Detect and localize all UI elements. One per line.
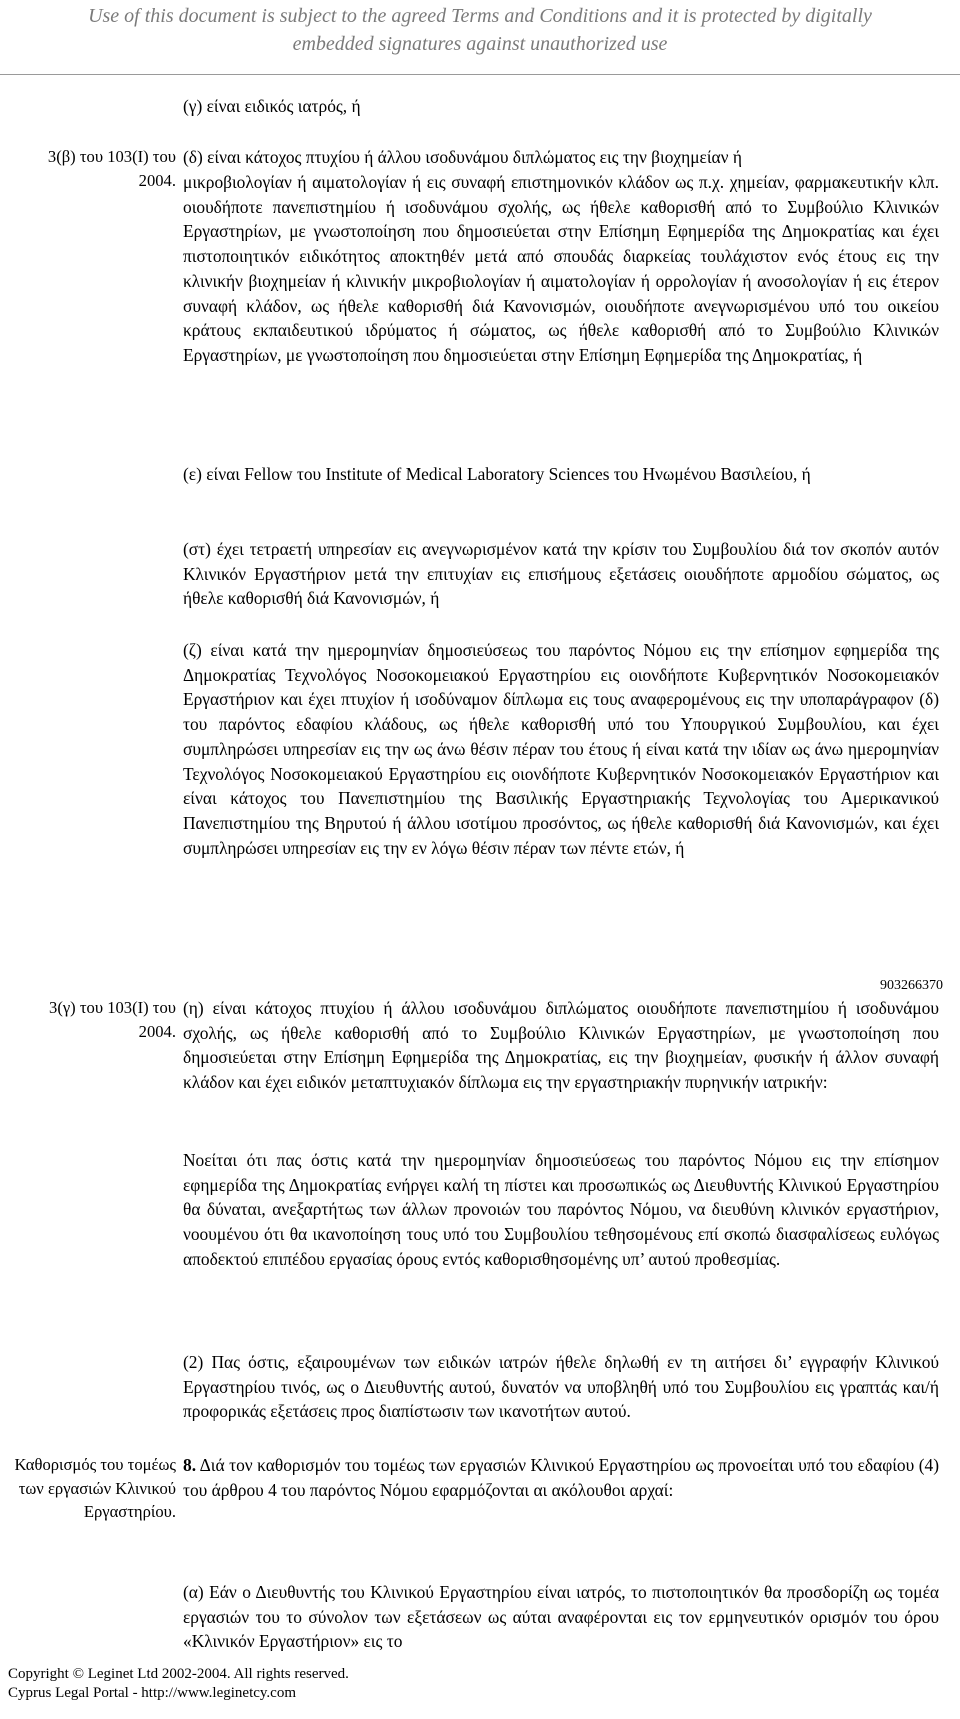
margin-note-section-8-heading: Καθορισμός του τομέως των εργασιών Κλινικού Εργαστηρίου.	[14, 1455, 176, 1521]
paragraph-gamma: (γ) είναι ειδικός ιατρός, ή	[183, 96, 361, 116]
paragraph-stigma: (στ) έχει τετραετή υπηρεσίαν εις ανεγνωρισμένον κατά την κρίσιν του Συμβουλίου διά τον σκοπόν αυτόν Κλινικόν Εργαστήριον μετά την επιτυχίαν εις επισήμους εξετάσεις οιουδήποτε αρμοδίου σώματος, ως ήθελε καθορισθή διά Κανονισμών, ή	[183, 539, 939, 609]
footer-copyright: Copyright © Leginet Ltd 2002-2004. All rights reserved.	[8, 1666, 349, 1682]
reference-number: 903266370	[880, 978, 943, 993]
section-8-text: Διά τον καθορισμόν του τομέως των εργασιών Κλινικού Εργαστηρίου ως προνοείται υπό του εδαφίου (4) του άρθρου 4 του παρόντος Νόμου εφαρμόζονται αι ακόλουθοι αρχαί:	[183, 1455, 940, 1500]
margin-note-amendment-3b: 3(β) του 103(Ι) του 2004.	[47, 147, 176, 190]
section-8-number: 8.	[183, 1455, 197, 1475]
paragraph-subsection-2: (2) Πας όστις, εξαιρουμένων των ειδικών ιατρών ήθελε δηλωθή εν τη αιτήσει δι’ εγγραφήν Κλινικού Εργαστηρίου τινός, ως ο Διευθυντής αυτού, δυνατόν να υποβληθή υπό του Συμβουλίου εις γραπτάς και/ή προφορικάς εξετάσεις προς διαπίστωσιν των ικανοτήτων αυτού.	[183, 1352, 939, 1422]
header-notice-line-2: embedded signatures against unauthorized use	[292, 33, 668, 55]
paragraph-delta-first-line: (δ) είναι κάτοχος πτυχίου ή άλλου ισοδυνάμου διπλώματος εις την βιοχημείαν ή	[183, 147, 742, 167]
paragraph-alpha: (α) Εάν ο Διευθυντής του Κλινικού Εργαστηρίου είναι ιατρός, το πιστοποιητικόν θα προσδορίζη ως τομέα εργασιών του το σύνολον των εξετάσεων ως αύται αναφέρονται εις τον ερμηνευτικόν ορισμόν του όρου «Κλινικόν Εργαστήριον» εις το	[183, 1582, 939, 1652]
section-8	[183, 1453, 939, 1502]
document-header-notice	[0, 0, 960, 74]
paragraph-delta-body: μικροβιολογίαν ή αιματολογίαν ή εις συναφή επιστημονικόν κλάδον ως π.χ. χημείαν, φαρμακευτικήν κλπ. οιουδήποτε πανεπιστημίου ή ισοδυνάμου σχολής, ως ήθελε καθορισθή από το Συμβούλιο Κλινικών Εργαστηρίων, με γνωστοποίηση που δημοσιεύεται στην Επίσημη Εφημερίδα της Δημοκρατίας και έχει πιστοποιητικόν ειδικότητος αποκτηθέν μετά από σπουδάς διαρκείας τουλάχιστον ενός έτους εις την κλινικήν βιοχημείαν ή κλινικήν μικροβιολογίαν ή αιματολογίαν ή ορρολογίαν ή ανοσολογίαν ή εις έτερον συναφή κλάδον, ως ήθελε καθορισθή διά Κανονισμών, οιουδήποτε ανεγνωρισμένου υπό του οικείου κράτους εκπαιδευτικού ιδρύματος ή σώματος, ως ήθελε καθορισθή από το Συμβούλιο Κλινικών Εργαστηρίων, με γνωστοποίηση που δημοσιεύεται στην Επίσημη Εφημερίδα της Δημοκρατίας, ή	[183, 172, 939, 365]
paragraph-zeta: (ζ) είναι κατά την ημερομηνίαν δημοσιεύσεως του παρόντος Νόμου εις την επίσημον εφημερίδα της Δημοκρατίας Τεχνολόγος Νοσοκομειακού Εργαστηρίου εις οιονδήποτε Κυβερνητικόν Νοσοκομειακόν Εργαστήριον και έχει πτυχίον ή ισοδύναμον δίπλωμα εις τους αναφερομένους εις την υποπαράγραφον (δ) του παρόντος εδαφίου κλάδους, ως ήθελε καθορισθή υπό του Υπουργικού Συμβουλίου, και έχει συμπληρώσει υπηρεσίαν εις την ως άνω θέσιν πέραν του έτους ή είναι κατά την ιδίαν ως άνω ημερομηνίαν Τεχνολόγος Νοσοκομειακού Εργαστηρίου εις οιονδήποτε Κυβερνητικόν Νοσοκομειακόν Εργαστήριον και είναι κάτοχος του Πανεπιστημίου της Βασιλικής Εργαστηριακής Τεχνολογίας του Αμερικανικού Πανεπιστημίου της Βηρυτού ή άλλου ισοτίμου προσόντος, ως ήθελε καθορισθή διά Κανονισμών, και έχει συμπληρώσει υπηρεσίαν εις την εν λόγω θέσιν πέραν των πέντε ετών, ή	[183, 640, 939, 858]
header-notice-line-1: Use of this document is subject to the agreed Terms and Conditions and it is protected by digitally	[88, 5, 872, 27]
document-footer	[8, 1665, 608, 1702]
header-divider	[0, 74, 960, 75]
footer-portal-link[interactable]: Cyprus Legal Portal - http://www.leginetcy.com	[8, 1684, 296, 1701]
paragraph-eta: (η) είναι κάτοχος πτυχίου ή άλλου ισοδυνάμου διπλώματος οιουδήποτε πανεπιστημίου ή ισοδυνάμου σχολής, ως ήθελε καθορισθή από το Συμβούλιο Κλινικών Εργαστηρίων, με γνωστοποίηση που δημοσιεύεται στην Επίσημη Εφημερίδα της Δημοκρατίας, εις την βιοχημείαν, φυσικήν ή άλλον συναφή κλάδον και έχει ειδικόν μεταπτυχιακόν δίπλωμα εις την εργαστηριακήν πυρηνικήν ιατρικήν:	[183, 998, 939, 1093]
margin-note-amendment-3c: 3(γ) του 103(Ι) του 2004.	[49, 998, 176, 1041]
paragraph-epsilon: (ε) είναι Fellow του Institute of Medical Laboratory Sciences του Ηνωμένου Βασιλείου, ή	[183, 464, 811, 484]
paragraph-proviso: Νοείται ότι πας όστις κατά την ημερομηνίαν δημοσιεύσεως του παρόντος Νόμου εις την επίσημον εφημερίδα της Δημοκρατίας ενήργει καλή τη πίστει και προσωπικώς ως Διευθυντής Κλινικού Εργαστηρίου θα δύναται, ανεξαρτήτως των άλλων προνοιών του παρόντος Νόμου, να διευθύνη κλινικόν εργαστήριον, νοουμένου ότι θα ικανοποίηση τους υπό του Συμβουλίου τεθησομένους επί σκοπώ διασφαλίσεως ευλόγως αποδεκτού επιπέδου εργασίας όρους εντός καθορισθησομένης υπ’ αυτού προθεσμίας.	[183, 1150, 939, 1269]
